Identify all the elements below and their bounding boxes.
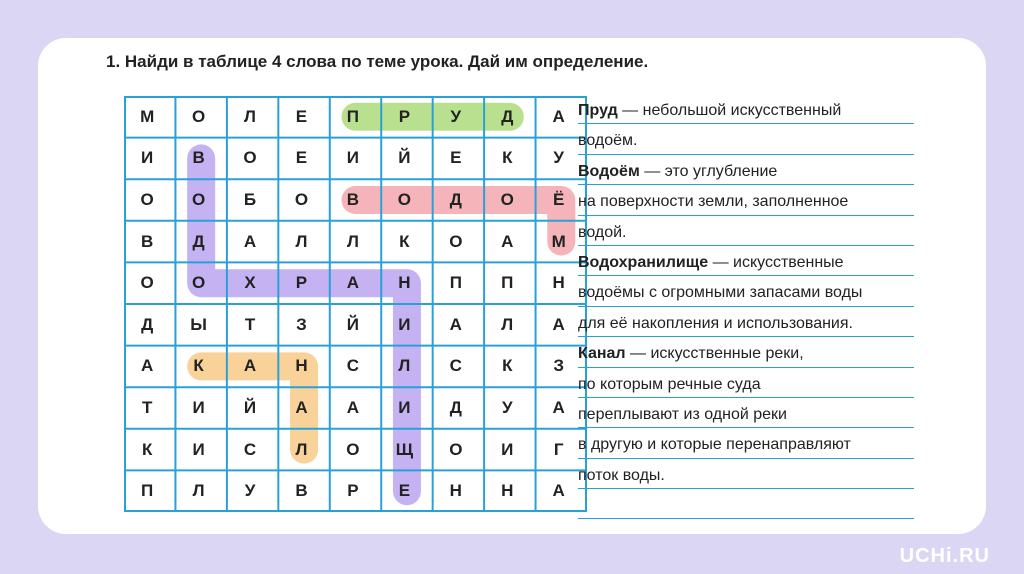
grid-cell: И (398, 314, 411, 334)
grid-cell: Е (398, 481, 411, 501)
definition-text: переплывают из одной реки (578, 405, 787, 423)
grid-cell: Д (141, 314, 154, 334)
worksheet-card (38, 38, 986, 534)
definition-text: водоём. (578, 132, 638, 150)
definition-line (578, 489, 914, 519)
grid-cell: Н (501, 481, 514, 501)
definition-term: Водохранилище (578, 253, 709, 271)
grid-cell: О (397, 189, 411, 209)
grid-cell: И (192, 439, 205, 459)
definition-line (578, 459, 914, 489)
uchi-logo: UCHi.RU (899, 545, 990, 567)
grid-cell: В (141, 231, 154, 251)
grid-cell: П (501, 273, 514, 293)
grid-cell: С (243, 439, 257, 459)
grid-cell: Л (192, 481, 205, 501)
grid-cell: М (551, 231, 566, 251)
grid-cell: Е (295, 148, 308, 168)
grid-cell: О (294, 189, 309, 209)
word-search-grid (124, 96, 587, 512)
grid-cell: П (346, 106, 360, 126)
grid-cell: Т (244, 314, 256, 334)
definition-term: Водоём (578, 162, 640, 180)
definition-line (578, 94, 914, 124)
grid-cell: П (141, 481, 154, 501)
definition-text: — это углубление (639, 162, 778, 180)
grid-cell: В (295, 481, 308, 501)
grid-cell: Й (243, 397, 257, 417)
grid-cell: Щ (395, 439, 414, 459)
grid-cell: Х (244, 273, 256, 293)
grid-cell: Р (398, 106, 411, 126)
grid-cell: Д (501, 106, 514, 126)
grid-cell: Л (501, 314, 514, 334)
grid-cell: В (346, 189, 360, 209)
grid-cell: Й (398, 148, 411, 168)
grid-cell: М (140, 106, 155, 126)
definition-line (578, 276, 914, 306)
definition-text: водоёмы с огромными запасами воды (578, 284, 863, 302)
grid-cell: Ё (553, 189, 565, 209)
grid-cell: А (243, 231, 257, 251)
grid-cell: Л (346, 231, 359, 251)
grid-cell: О (449, 439, 463, 459)
grid-cell: А (501, 231, 514, 251)
definition-text: — небольшой искусственный (617, 102, 842, 119)
grid-cell: Д (192, 231, 205, 251)
grid-cell: Н (552, 273, 565, 293)
grid-cell: Л (244, 106, 256, 126)
grid-cell: И (192, 397, 205, 417)
definition-line (578, 368, 914, 398)
grid-cell: Й (346, 314, 360, 334)
definition-line (578, 307, 914, 337)
grid-cell: И (501, 439, 514, 459)
grid-cell: К (502, 148, 513, 168)
grid-cell: У (553, 148, 564, 168)
grid-cell: О (191, 189, 206, 209)
definition-line (578, 398, 914, 428)
definitions-block (578, 94, 914, 519)
grid-cell: Н (398, 273, 411, 293)
grid-cell: В (192, 148, 205, 168)
definition-term: Канал (578, 345, 626, 363)
grid-cell: А (141, 356, 154, 376)
definition-term: Пруд (578, 102, 618, 119)
grid-cell: З (553, 356, 565, 376)
grid-cell: У (501, 397, 513, 417)
grid-cells (124, 96, 587, 512)
grid-cell: А (346, 273, 360, 293)
grid-cell: П (449, 273, 462, 293)
definition-text: для её накопления и использования. (578, 314, 853, 332)
grid-cell: А (449, 314, 462, 334)
grid-cell: А (552, 481, 565, 501)
grid-cell: Д (449, 189, 462, 209)
grid-cell: О (449, 231, 463, 251)
grid-cell: С (346, 356, 360, 376)
grid-cell: З (296, 314, 307, 334)
grid-cell: У (450, 106, 462, 126)
definition-line (578, 155, 914, 185)
task-title: 1. Найди в таблице 4 слова по теме урока. Дай им определение. (106, 52, 649, 71)
grid-cell: Р (347, 481, 359, 501)
grid-cell: О (140, 189, 154, 209)
grid-cell: Ы (190, 314, 207, 334)
grid-cell: О (346, 439, 360, 459)
grid-cell: С (449, 356, 462, 376)
grid-cell: И (398, 397, 411, 417)
grid-cell: Г (553, 439, 564, 459)
definition-text: поток воды. (578, 466, 665, 484)
grid-cell: Е (295, 106, 308, 126)
grid-cell: Е (450, 148, 462, 168)
grid-cell: Н (295, 356, 308, 376)
grid-cell: К (141, 439, 153, 459)
grid-cell: Н (449, 481, 462, 501)
definition-line (578, 124, 914, 154)
definition-text: на поверхности земли, заполненное (578, 193, 849, 211)
grid-cell: У (244, 481, 256, 501)
grid-cell: А (552, 314, 565, 334)
definition-line (578, 185, 914, 215)
grid-cell: О (140, 273, 154, 293)
grid-cell: А (243, 356, 257, 376)
grid-cell: О (243, 148, 257, 168)
definition-line (578, 216, 914, 246)
definition-text: — искусственные реки, (625, 345, 804, 363)
definition-text: в другую и которые перенаправляют (578, 436, 851, 454)
grid-cell: К (502, 356, 513, 376)
definition-text: по которым речные суда (578, 375, 761, 393)
grid-cell: Л (295, 439, 308, 459)
grid-cell: К (193, 356, 204, 376)
grid-cell: А (346, 397, 360, 417)
grid-cell: Л (295, 231, 308, 251)
grid-cell: Т (141, 397, 153, 417)
definition-text: — искусственные (708, 253, 844, 271)
grid-cell: А (552, 397, 565, 417)
definition-line (578, 246, 914, 276)
grid-cell: Д (449, 397, 462, 417)
grid-cell: И (346, 148, 360, 168)
grid-cell: А (552, 106, 565, 126)
definition-text: водой. (578, 223, 627, 241)
grid-cell: Л (398, 356, 411, 376)
definition-line (578, 428, 914, 458)
grid-cell: И (141, 148, 154, 168)
grid-cell: Б (243, 189, 257, 209)
grid-cell: К (399, 231, 410, 251)
grid-cell: А (295, 397, 308, 417)
grid-cell: О (191, 273, 206, 293)
definition-line (578, 337, 914, 367)
grid-cell: Р (295, 273, 308, 293)
grid-cell: О (500, 189, 514, 209)
grid-cell: О (191, 106, 206, 126)
